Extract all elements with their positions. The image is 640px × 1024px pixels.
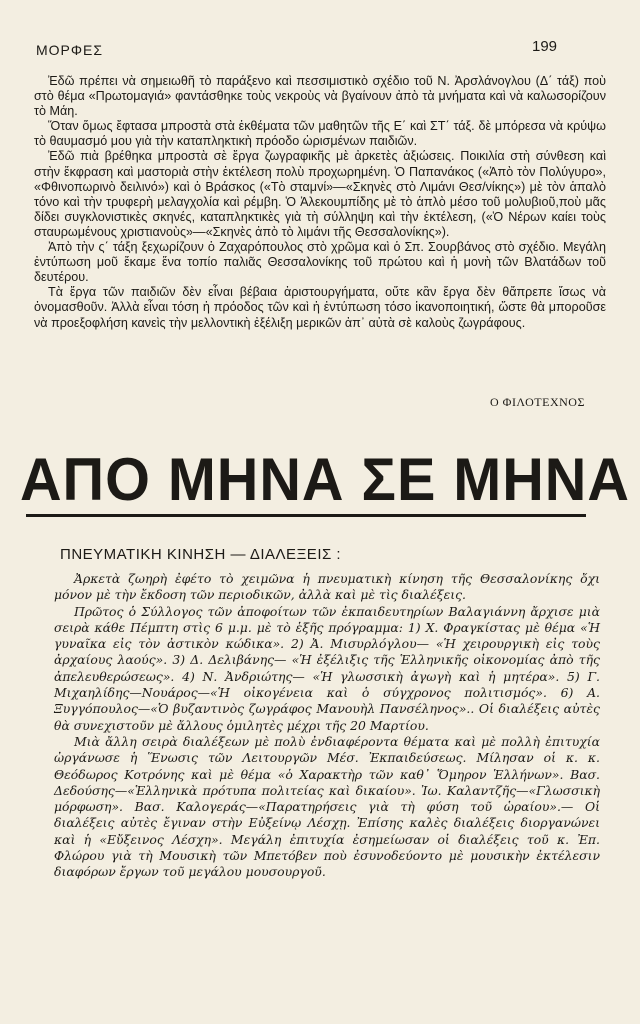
review-paragraph: Ἀπὸ τὴν ς΄ τάξη ξεχωρίζουν ὁ Ζαχαρόπουλος στὸ χρῶμα καὶ ὁ Σπ. Σουρβάνος στὸ σχέδιο. Μεγάλη ἐντύπωση μοῦ ἔκαμε ἕνα τοπίο παλιᾶς Θεσσαλονίκης τοῦ πρώτου καὶ ἡ μονὴ τῶν Βλατάδων τοῦ δευτέρου. xyxy=(34,240,606,285)
art-review-text xyxy=(34,74,606,331)
review-paragraph: Τὰ ἔργα τῶν παιδιῶν δὲν εἶναι βέβαια ἀριστουργήματα, οὔτε κἂν ἔργα δὲν θἄπρεπε ἴσως νὰ ὀνομασθοῦν. Ἀλλὰ εἶναι τόση ἡ πρόοδος τῶν καὶ ἡ ἐντύπωση τόσο ἱκανοποιητική, ὥστε θὰ μποροῦσε νὰ προεξοφλήση κανεὶς τὴν μελλοντικὴ ἐξέλιξη μερικῶν ἀπ᾽ αὐτὰ σὲ καλοὺς ζωγράφους. xyxy=(34,285,606,330)
review-paragraph: Ἐδῶ πιὰ βρέθηκα μπροστὰ σὲ ἔργα ζωγραφικῆς μὲ ἀρκετὲς ἀξιώσεις. Ποικιλία στὴ σύνθεση καὶ στὴν ἔκφραση καὶ μαστοριὰ στὴν ἐκτέλεση πολὺ προχωρημένη. Ὁ Παπανάκος («Ἀπὸ τὸν Πολύγυρο», «Φθινοπωρινὸ δειλινό») καὶ ὁ Βράσκος («Τὸ σταμνί»—«Σκηνὲς στὸ Λιμάνι Θεσ/νίκης») μὲ τὸν ἁπαλὸ τόνο καὶ τὴν τρυφερὴ μελαγχολία καὶ ρέμβη. Ὁ Ἀλεκουμπίδης μὲ τὸ ἁπλὸ μέσο τοῦ μολυβιοῦ,ποὺ μᾶς δίδει συγκλονιστικὲς σκηνές, καταπληκτικὲς γιὰ τὴ σύλληψη καὶ τὴν ἐκτέλεση, («Ὁ Νέρων καίει τοὺς σταυρωμένους χριστιανοὺς»—«Σκηνὲς ἀπὸ τὸ λιμάνι τῆς Θεσσαλονίκης»). xyxy=(34,149,606,239)
section-banner xyxy=(20,444,630,514)
banner-title: ΑΠΟ ΜΗΝΑ ΣΕ ΜΗΝΑ xyxy=(20,446,630,513)
journal-name: ΜΟΡΦΕΣ xyxy=(36,42,104,58)
banner-underline xyxy=(26,514,586,517)
author-signature: Ο ΦΙΛΟΤΕΧΝΟΣ xyxy=(490,395,585,409)
review-paragraph: Ἐδῶ πρέπει νὰ σημειωθῆ τὸ παράξενο καὶ πεσσιμιστικὸ σχέδιο τοῦ Ν. Ἀρσλάνογλου (Δ΄ τάξ) ποὺ στὸ θέμα «Πρωτομαγιά» φαντάσθηκε τοὺς νεκροὺς νὰ βγαίνουν ἀπὸ τὰ μνήματα καὶ νὰ καλωσορίζουν τὸ Μάη. xyxy=(34,74,606,119)
review-paragraph: Ὅταν ὅμως ἔφτασα μπροστὰ στὰ ἐκθέματα τῶν μαθητῶν τῆς Ε΄ καὶ ΣΤ΄ τάξ. δὲ μπόρεσα νὰ κρύψω τὸ θαυμασμό μου γιὰ τὴν καταπληκτικὴ πρόοδο ὡρισμένων παιδιῶν. xyxy=(34,119,606,149)
news-paragraph: Ἀρκετὰ ζωηρὴ ἐφέτο τὸ χειμῶνα ἡ πνευματικὴ κίνηση τῆς Θεσσαλονίκης ὄχι μόνον μὲ τὴν ἔκδοση τῶν περιοδικῶν, ἀλλὰ καὶ μὲ τὶς διαλέξεις. xyxy=(54,571,600,603)
news-heading: ΠΝΕΥΜΑΤΙΚΗ ΚΙΝΗΣΗ — ΔΙΑΛΕΞΕΙΣ : xyxy=(60,546,342,563)
news-text xyxy=(54,571,600,881)
news-paragraph: Πρῶτος ὁ Σύλλογος τῶν ἀποφοίτων τῶν ἐκπαιδευτηρίων Βαλαγιάννη ἄρχισε μιὰ σειρὰ κάθε Πέμπτη στὶς 6 μ.μ. μὲ τὸ ἑξῆς πρόγραμμα: 1) Χ. Φραγκίστας μὲ θέμα «Ἡ γυναῖκα εἰς τὸν ἀστικὸν κώδικα». 2) Ἀ. Μισυρλόγλου— «Ἡ χειρουργικὴ εἰς τοὺς ἀρχαίους λαούς». 3) Δ. Δελιβάνης— «Ἡ ἐξέλιξις τῆς Ἑλληνικῆς οἰκονομίας ἀπὸ τῆς ἀπελευθερώσεως». 4) Ν. Ἀνδριώτης— «Ἡ γλωσσικὴ ἀγωγὴ καὶ ἡ μητέρα». 5) Γ. Μιχαηλίδης—Νουάρος—«Ἡ οἰκογένεια καὶ ὁ σύγχρονος πολιτισμός». 6) Α. Ξυγγόπουλος—«Ὁ βυζαντινὸς ζωγράφος Μανουὴλ Πανσέληνος».. Οἱ διαλέξεις αὐτὲς θὰ συνεχιστοῦν μὲ ἄλλους ὁμιλητὲς μέχρι τῆς 20 Μαρτίου. xyxy=(54,603,600,733)
news-paragraph: Μιὰ ἄλλη σειρὰ διαλέξεων μὲ πολὺ ἐνδιαφέροντα θέματα καὶ μὲ πολλὴ ἐπιτυχία ὠργάνωσε ἡ Ἕνωσις τῶν Λειτουργῶν Μέσ. Ἐκπαιδεύσεως. Μίλησαν οἱ κ. κ. Θεόδωρος Κοτρόνης καὶ μὲ θέμα «ὁ Χαρακτὴρ τῶν καθ᾽ Ὅμηρον Ἑλλήνων». Βασ. Δεδούσης—«Ἑλληνικὰ πρότυπα πολιτείας καὶ δικαίου». Ἰω. Καλαντζῆς—«Γλωσσικὴ μόρφωση». Βασ. Καλογεράς—«Παρατηρήσεις γιὰ τὴ φύση τοῦ ὡραίου».— Οἱ διαλέξεις αὐτὲς ἔγιναν στὴν Εὐξείνῳ Λέσχῃ. Ἐπίσης καλὲς διαλέξεις διοργανώνει καὶ ἡ «Εὔξεινος Λέσχη». Μεγάλη ἐπιτυχία ἐσημείωσαν οἱ διαλέξεις τοῦ κ. Ἐπ. Φλώρου γιὰ τὴ Μουσικὴ τῶν Μπετόβεν ποὺ ἐσυνοδεύοντο μὲ μουσικὴν ἐκτέλεσιν διαφόρων ἔργων τοῦ μεγάλου μουσουργοῦ. xyxy=(54,733,600,880)
page-number: 199 xyxy=(532,38,558,55)
